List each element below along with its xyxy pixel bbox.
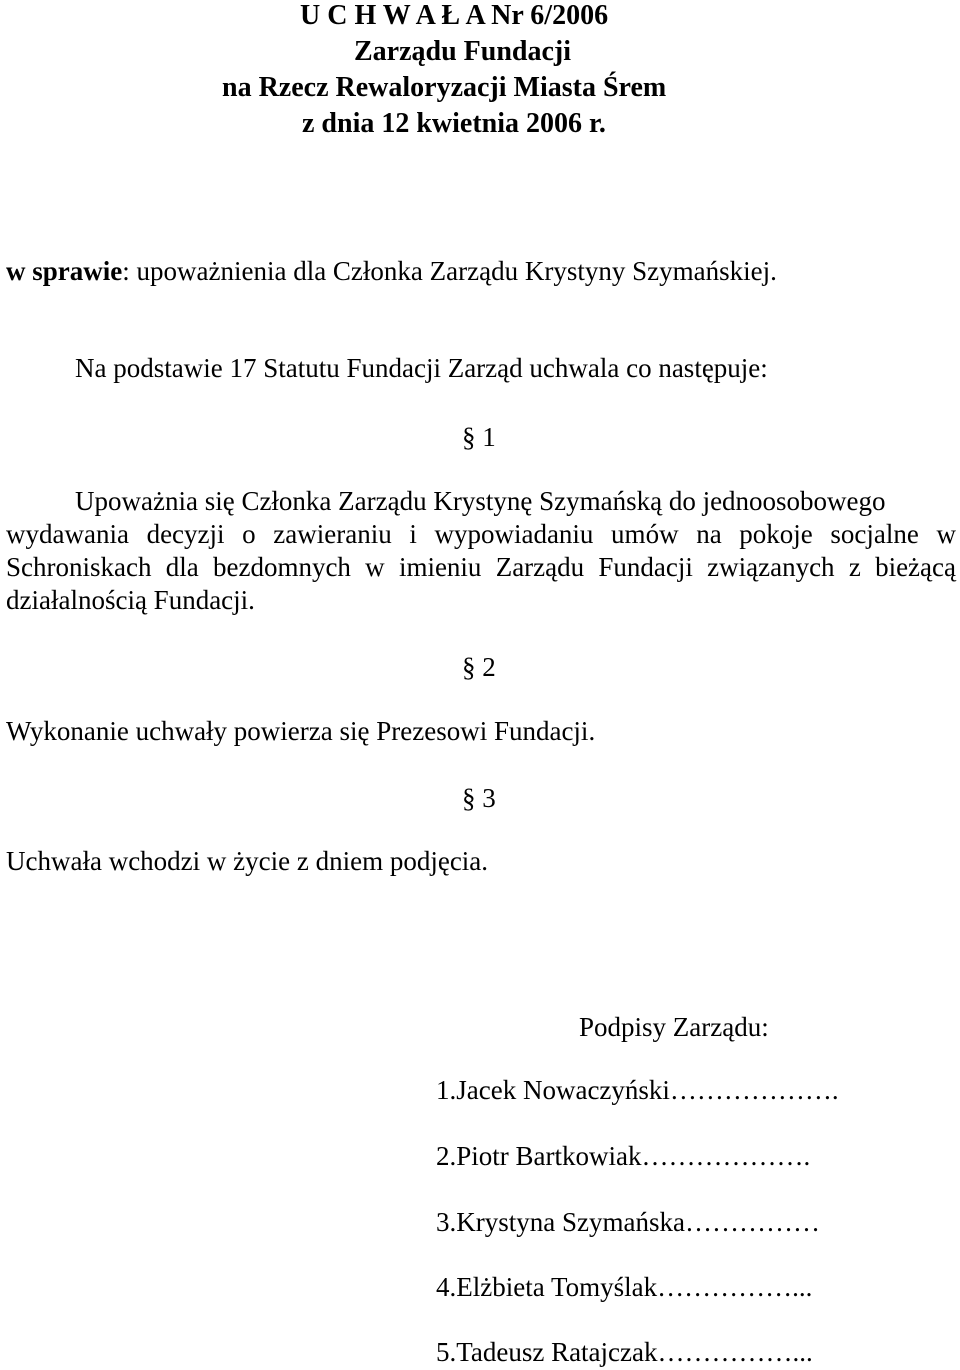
- section-3-heading: [462, 781, 496, 815]
- subject-text: : upoważnienia dla Członka Zarządu Krystyny Szymańskiej.: [122, 256, 777, 286]
- section-1-line-3: Schroniskach dla bezdomnych w imieniu Zarządu Fundacji związanych z bieżącą: [6, 552, 956, 582]
- paragraph-sign: §: [462, 652, 476, 682]
- section-2-text: Wykonanie uchwały powierza się Prezesowi Fundacji.: [6, 716, 596, 746]
- section-1-line-4: działalnością Fundacji.: [6, 585, 255, 615]
- foundation-name: na Rzecz Rewaloryzacji Miasta Śrem: [222, 72, 667, 103]
- signature-line-2: 2.Piotr Bartkowiak……………….: [436, 1141, 811, 1171]
- section-2-number: 2: [482, 652, 496, 682]
- signature-line-5: 5.Tadeusz Ratajczak……………...: [436, 1337, 813, 1367]
- section-1-line-2: wydawania decyzji o zawieraniu i wypowiadaniu umów na pokoje socjalne w: [6, 519, 956, 549]
- signature-line-3: 3.Krystyna Szymańska……………: [436, 1207, 820, 1237]
- signatures-heading: Podpisy Zarządu:: [579, 1012, 769, 1042]
- paragraph-sign: §: [462, 422, 476, 452]
- section-1-heading: [462, 420, 496, 454]
- section-1-number: 1: [482, 422, 496, 452]
- section-2-heading: [462, 650, 496, 684]
- board-name: Zarządu Fundacji: [354, 36, 572, 67]
- subject-label: w sprawie: [6, 256, 123, 286]
- resolution-title: U C H W A Ł A Nr 6/2006: [300, 0, 609, 31]
- signature-line-1: 1.Jacek Nowaczyński……………….: [436, 1075, 839, 1105]
- section-1-line-1: Upoważnia się Członka Zarządu Krystynę Szymańską do jednoosobowego: [75, 486, 886, 516]
- preamble: Na podstawie 17 Statutu Fundacji Zarząd uchwala co następuje:: [75, 353, 768, 383]
- section-3-number: 3: [482, 783, 496, 813]
- signature-line-4: 4.Elżbieta Tomyślak……………...: [436, 1272, 813, 1302]
- resolution-date: z dnia 12 kwietnia 2006 r.: [302, 108, 606, 139]
- section-3-text: Uchwała wchodzi w życie z dniem podjęcia.: [6, 846, 489, 876]
- paragraph-sign: §: [462, 783, 476, 813]
- subject-line: [6, 254, 777, 288]
